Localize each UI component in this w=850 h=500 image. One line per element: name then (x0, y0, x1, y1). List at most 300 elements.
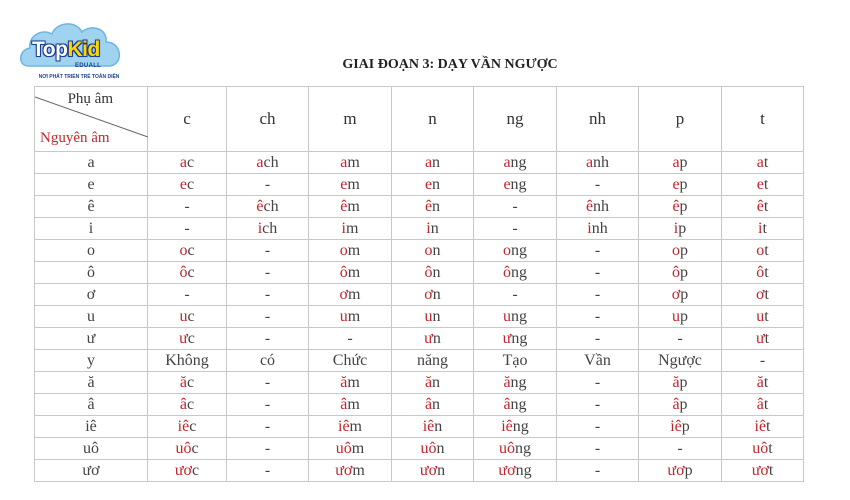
rhyme-consonant-part: ng (515, 461, 532, 479)
consonant-header-3: n (392, 87, 474, 152)
rhyme-cell (392, 152, 474, 174)
rhyme-cell (639, 306, 722, 328)
rhyme-cell (392, 306, 474, 328)
rhyme-vowel-part: a (179, 153, 187, 171)
rhyme-consonant-part: c (187, 395, 195, 413)
rhyme-consonant-part: nh (591, 219, 608, 237)
rhyme-cell (722, 196, 804, 218)
rhyme-vowel-part: iê (338, 417, 350, 435)
consonant-axis-label: Phụ âm (67, 91, 113, 107)
rhyme-cell (639, 284, 722, 306)
rhyme-consonant-part: m (347, 373, 360, 391)
rhyme-vowel-part: e (424, 175, 433, 193)
rhyme-vowel-part: e (672, 175, 680, 193)
rhyme-cell (474, 460, 557, 482)
rhyme-cell: - (557, 240, 639, 262)
rhyme-cell: - (148, 218, 227, 240)
rhyme-vowel-part: ô (424, 263, 433, 281)
rhyme-vowel-part: a (503, 153, 511, 171)
rhyme-cell (639, 350, 722, 372)
rhyme-vowel-part: ê (756, 197, 764, 215)
rhyme-vowel-part: â (756, 395, 764, 413)
rhyme-vowel-part: i (257, 219, 263, 237)
vowel-cell: iê (35, 416, 148, 438)
vowel-cell: â (35, 394, 148, 416)
rhyme-vowel-part: u (503, 307, 511, 325)
consonant-header-2: m (309, 87, 392, 152)
corner-header (35, 87, 148, 152)
rhyme-vowel-part: o (424, 241, 433, 259)
rhyme-consonant-part: c (187, 241, 195, 259)
rhyme-cell (148, 416, 227, 438)
rhyme-vowel-part: ă (424, 373, 433, 391)
rhyme-cell: - (227, 284, 309, 306)
rhyme-cell (309, 196, 392, 218)
rhyme-consonant-part: p (680, 285, 689, 303)
rhyme-cell (148, 460, 227, 482)
rhyme-cell (392, 394, 474, 416)
rhyme-consonant-part: p (680, 241, 688, 259)
rhyme-vowel-part: e (503, 175, 511, 193)
rhyme-cell (722, 284, 804, 306)
rhyme-cell (148, 152, 227, 174)
consonant-header-6: p (639, 87, 722, 152)
rhyme-vowel-part: ươ (174, 461, 193, 479)
rhyme-cell: - (227, 416, 309, 438)
rhyme-vowel-part: ươ (498, 461, 516, 479)
rhyme-consonant-part: nh (593, 153, 610, 171)
rhyme-vowel-part: iê (501, 417, 513, 435)
table-row (35, 152, 804, 174)
rhyme-cell (557, 152, 639, 174)
rhyme-vowel-part: ă (672, 373, 680, 391)
rhyme-cell: - (309, 328, 392, 350)
rhyme-consonant-part: p (680, 307, 688, 325)
rhyme-consonant-part: nh (593, 197, 610, 215)
rhyme-consonant-part: t (764, 329, 770, 347)
rhyme-vowel-part: u (672, 307, 680, 325)
rhyme-table (34, 86, 804, 482)
rhyme-cell: - (227, 174, 309, 196)
rhyme-consonant-part: n (432, 307, 441, 325)
vowel-axis-label: Nguyên âm (40, 130, 110, 146)
rhyme-vowel-part: ư (502, 329, 512, 347)
rhyme-vowel-part: ă (503, 373, 511, 391)
rhyme-consonant-part: n (434, 417, 443, 435)
consonant-header-0: c (148, 87, 227, 152)
rhyme-consonant-part: Ngược (658, 351, 702, 369)
rhyme-vowel-part: o (339, 241, 348, 259)
rhyme-cell (309, 152, 392, 174)
header-row (35, 87, 804, 152)
rhyme-cell (722, 416, 804, 438)
rhyme-consonant-part: ch (263, 153, 279, 171)
rhyme-vowel-part: iê (422, 417, 435, 435)
rhyme-cell: - (557, 174, 639, 196)
rhyme-vowel-part: ơ (339, 285, 348, 303)
rhyme-vowel-part: ư (179, 329, 188, 347)
vowel-cell: y (35, 350, 148, 372)
rhyme-cell (392, 372, 474, 394)
rhyme-consonant-part: m (347, 153, 360, 171)
topkid-logo (18, 14, 130, 86)
rhyme-cell (148, 240, 227, 262)
logo-subtitle: EDUALL (75, 63, 102, 69)
rhyme-cell (474, 152, 557, 174)
rhyme-consonant-part: n (432, 153, 441, 171)
rhyme-vowel-part: â (672, 395, 680, 413)
rhyme-consonant-part: Chức (332, 351, 368, 369)
rhyme-cell: - (148, 284, 227, 306)
rhyme-consonant-part: Vần (584, 351, 611, 369)
rhyme-cell (474, 394, 557, 416)
rhyme-consonant-part: t (763, 175, 769, 193)
rhyme-vowel-part: ô (339, 263, 348, 281)
logo-wordmark: TopKid (32, 38, 100, 61)
rhyme-cell (474, 240, 557, 262)
rhyme-consonant-part: t (764, 307, 769, 325)
rhyme-consonant-part: t (768, 461, 774, 479)
rhyme-consonant-part: c (191, 439, 199, 457)
rhyme-vowel-part: â (503, 395, 511, 413)
vowel-cell: ơ (35, 284, 148, 306)
rhyme-cell (474, 372, 557, 394)
rhyme-consonant-part: t (762, 219, 767, 237)
rhyme-consonant-part: ng (510, 373, 527, 391)
rhyme-cell (227, 196, 309, 218)
rhyme-vowel-part: ô (179, 263, 188, 281)
rhyme-cell (722, 306, 804, 328)
rhyme-consonant-part: n (432, 285, 441, 303)
table-row (35, 460, 804, 482)
rhyme-cell: - (557, 460, 639, 482)
rhyme-consonant-part: m (347, 395, 360, 413)
rhyme-cell (309, 174, 392, 196)
consonant-header-5: nh (557, 87, 639, 152)
rhyme-cell: - (227, 394, 309, 416)
rhyme-cell (392, 196, 474, 218)
consonant-header-1: ch (227, 87, 309, 152)
rhyme-consonant-part: m (352, 461, 365, 479)
rhyme-vowel-part: ê (340, 197, 348, 215)
rhyme-cell (557, 218, 639, 240)
rhyme-cell (227, 218, 309, 240)
rhyme-consonant-part: c (187, 263, 195, 281)
table-row (35, 196, 804, 218)
rhyme-cell (392, 262, 474, 284)
rhyme-vowel-part: ô (756, 263, 765, 281)
rhyme-consonant-part: t (763, 395, 769, 413)
vowel-cell: a (35, 152, 148, 174)
rhyme-consonant-part: m (346, 219, 359, 237)
rhyme-cell (474, 438, 557, 460)
rhyme-cell (148, 174, 227, 196)
rhyme-vowel-part: ư (424, 329, 433, 347)
rhyme-consonant-part: ng (511, 329, 528, 347)
vowel-cell: ươ (35, 460, 148, 482)
table-row (35, 262, 804, 284)
rhyme-vowel-part: â (424, 395, 433, 413)
rhyme-cell: - (474, 284, 557, 306)
rhyme-consonant-part: n (432, 373, 441, 391)
table-row (35, 240, 804, 262)
rhyme-cell (722, 218, 804, 240)
rhyme-cell (392, 240, 474, 262)
rhyme-consonant-part: Tạo (502, 351, 528, 369)
rhyme-vowel-part: ê (585, 197, 594, 215)
rhyme-consonant-part: m (347, 307, 361, 325)
table-row (35, 350, 804, 372)
rhyme-cell: - (474, 218, 557, 240)
rhyme-cell (227, 152, 309, 174)
rhyme-cell (148, 350, 227, 372)
rhyme-cell (474, 262, 557, 284)
rhyme-consonant-part: c (187, 307, 195, 325)
rhyme-vowel-part: u (756, 307, 765, 325)
rhyme-vowel-part: a (340, 153, 348, 171)
rhyme-cell: - (722, 350, 804, 372)
rhyme-vowel-part: e (179, 175, 187, 193)
rhyme-consonant-part: n (437, 461, 446, 479)
rhyme-cell: - (227, 372, 309, 394)
rhyme-vowel-part: ơ (756, 285, 765, 303)
rhyme-consonant-part: p (680, 263, 688, 281)
rhyme-consonant-part: t (764, 241, 769, 259)
rhyme-cell (392, 328, 474, 350)
rhyme-vowel-part: ơ (671, 285, 681, 303)
rhyme-cell (392, 416, 474, 438)
rhyme-consonant-part: t (763, 197, 769, 215)
rhyme-cell (639, 460, 722, 482)
rhyme-consonant-part: năng (416, 351, 449, 369)
rhyme-consonant-part: n (432, 329, 441, 347)
rhyme-vowel-part: ê (672, 197, 680, 215)
rhyme-vowel-part: i (758, 219, 763, 237)
table-row (35, 328, 804, 350)
rhyme-cell (309, 350, 392, 372)
rhyme-cell (392, 438, 474, 460)
rhyme-consonant-part: p (679, 153, 688, 171)
table-row (35, 218, 804, 240)
rhyme-vowel-part: o (179, 241, 188, 259)
rhyme-vowel-part: ô (672, 263, 680, 281)
rhyme-vowel-part: iê (754, 417, 767, 435)
rhyme-cell: - (148, 196, 227, 218)
rhyme-vowel-part: ă (756, 373, 764, 391)
rhyme-consonant-part: m (348, 285, 361, 303)
rhyme-cell (148, 328, 227, 350)
rhyme-consonant-part: t (768, 439, 773, 457)
rhyme-cell (639, 372, 722, 394)
rhyme-vowel-part: ư (755, 329, 765, 347)
rhyme-cell (474, 416, 557, 438)
rhyme-consonant-part: n (430, 219, 439, 237)
rhyme-cell (309, 438, 392, 460)
rhyme-cell (722, 394, 804, 416)
rhyme-cell (309, 372, 392, 394)
rhyme-vowel-part: e (756, 175, 764, 193)
rhyme-cell (148, 394, 227, 416)
rhyme-cell: - (474, 196, 557, 218)
rhyme-cell (639, 262, 722, 284)
rhyme-consonant-part: m (351, 439, 365, 457)
rhyme-cell (309, 284, 392, 306)
rhyme-cell: - (227, 306, 309, 328)
table-row (35, 284, 804, 306)
rhyme-cell (148, 372, 227, 394)
rhyme-vowel-part: uô (420, 439, 437, 457)
rhyme-cell (722, 372, 804, 394)
rhyme-vowel-part: ô (503, 263, 511, 281)
vowel-cell: i (35, 218, 148, 240)
rhyme-cell (639, 394, 722, 416)
rhyme-vowel-part: ê (256, 197, 264, 215)
vowel-cell: ư (35, 328, 148, 350)
rhyme-consonant-part: c (187, 175, 195, 193)
rhyme-vowel-part: i (426, 219, 431, 237)
rhyme-cell: - (227, 460, 309, 482)
rhyme-cell (639, 240, 722, 262)
rhyme-consonant-part: ng (511, 241, 527, 259)
rhyme-consonant-part: c (192, 461, 200, 479)
rhyme-cell (639, 416, 722, 438)
rhyme-consonant-part: n (432, 263, 441, 281)
rhyme-cell (309, 218, 392, 240)
rhyme-consonant-part: n (432, 175, 441, 193)
table-row (35, 174, 804, 196)
vowel-cell: o (35, 240, 148, 262)
rhyme-vowel-part: u (424, 307, 433, 325)
rhyme-cell (557, 350, 639, 372)
rhyme-cell: - (557, 306, 639, 328)
vowel-cell: ô (35, 262, 148, 284)
rhyme-vowel-part: o (756, 241, 765, 259)
rhyme-consonant-part: c (187, 329, 195, 347)
rhyme-cell (227, 350, 309, 372)
rhyme-vowel-part: i (587, 219, 592, 237)
table-row (35, 416, 804, 438)
rhyme-cell: - (557, 328, 639, 350)
rhyme-cell (557, 196, 639, 218)
rhyme-vowel-part: i (673, 219, 679, 237)
rhyme-vowel-part: u (179, 307, 188, 325)
logo-tagline: NƠI PHÁT TRIỂN TRẺ TOÀN DIỆN (38, 74, 120, 80)
rhyme-cell (722, 328, 804, 350)
rhyme-consonant-part: t (764, 285, 769, 303)
vowel-cell: e (35, 174, 148, 196)
rhyme-consonant-part: p (679, 395, 688, 413)
rhyme-consonant-part: t (763, 153, 769, 171)
rhyme-cell (309, 262, 392, 284)
rhyme-vowel-part: ươ (751, 461, 769, 479)
rhyme-cell (309, 394, 392, 416)
rhyme-cell (309, 460, 392, 482)
table-row (35, 372, 804, 394)
rhyme-consonant-part: ng (512, 417, 529, 435)
rhyme-vowel-part: iê (177, 417, 190, 435)
rhyme-consonant-part: t (764, 263, 769, 281)
rhyme-cell (639, 152, 722, 174)
rhyme-consonant-part: p (681, 417, 690, 435)
rhyme-vowel-part: ươ (667, 461, 685, 479)
rhyme-vowel-part: a (585, 153, 594, 171)
rhyme-consonant-part: c (187, 373, 195, 391)
rhyme-cell: - (227, 328, 309, 350)
rhyme-cell (639, 174, 722, 196)
rhyme-vowel-part: ă (179, 373, 187, 391)
rhyme-consonant-part: ch (262, 219, 278, 237)
rhyme-consonant-part: n (436, 439, 445, 457)
rhyme-cell (392, 218, 474, 240)
table-row (35, 394, 804, 416)
rhyme-cell (309, 416, 392, 438)
rhyme-cell (722, 240, 804, 262)
rhyme-cell: - (639, 328, 722, 350)
rhyme-cell (639, 218, 722, 240)
rhyme-consonant-part: c (187, 153, 195, 171)
rhyme-consonant-part: p (679, 175, 688, 193)
rhyme-vowel-part: â (179, 395, 187, 413)
rhyme-consonant-part: có (259, 351, 276, 369)
rhyme-vowel-part: ơ (424, 285, 433, 303)
rhyme-cell: - (557, 284, 639, 306)
rhyme-consonant-part: p (684, 461, 693, 479)
vowel-cell: u (35, 306, 148, 328)
rhyme-cell (722, 152, 804, 174)
rhyme-consonant-part: c (189, 417, 197, 435)
rhyme-cell: - (557, 372, 639, 394)
rhyme-cell (639, 196, 722, 218)
rhyme-vowel-part: ă (340, 373, 348, 391)
rhyme-cell (309, 240, 392, 262)
rhyme-cell: - (639, 438, 722, 460)
rhyme-vowel-part: o (672, 241, 680, 259)
rhyme-cell (474, 306, 557, 328)
rhyme-cell (148, 438, 227, 460)
rhyme-cell (474, 328, 557, 350)
rhyme-consonant-part: t (763, 373, 769, 391)
rhyme-consonant-part: m (347, 263, 361, 281)
rhyme-cell: - (557, 416, 639, 438)
rhyme-vowel-part: ê (424, 197, 433, 215)
rhyme-cell (722, 174, 804, 196)
rhyme-consonant-part: ng (510, 175, 527, 193)
table-row (35, 438, 804, 460)
rhyme-vowel-part: i (341, 219, 346, 237)
rhyme-cell: - (557, 438, 639, 460)
rhyme-cell (392, 460, 474, 482)
rhyme-cell: - (227, 262, 309, 284)
rhyme-cell (392, 174, 474, 196)
rhyme-cell (392, 350, 474, 372)
rhyme-consonant-part: Không (165, 351, 209, 369)
table-row (35, 306, 804, 328)
rhyme-cell (474, 174, 557, 196)
rhyme-vowel-part: â (340, 395, 348, 413)
rhyme-cell: - (557, 394, 639, 416)
rhyme-cell (309, 306, 392, 328)
rhyme-cell: - (557, 262, 639, 284)
rhyme-vowel-part: ươ (419, 461, 438, 479)
rhyme-consonant-part: p (679, 373, 688, 391)
rhyme-consonant-part: m (347, 197, 360, 215)
rhyme-vowel-part: u (339, 307, 348, 325)
rhyme-consonant-part: n (432, 241, 441, 259)
rhyme-cell: - (227, 438, 309, 460)
rhyme-vowel-part: a (256, 153, 264, 171)
rhyme-cell (722, 262, 804, 284)
rhyme-vowel-part: uô (499, 439, 515, 457)
